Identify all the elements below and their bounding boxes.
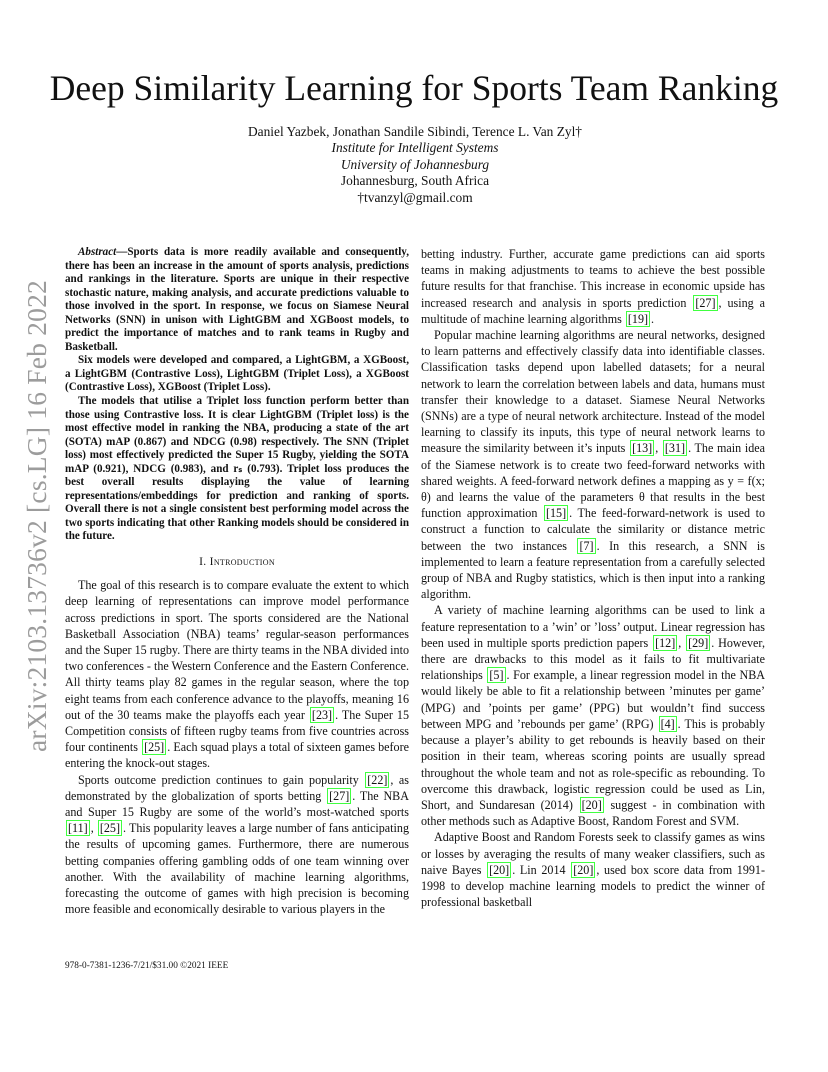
right-column bbox=[421, 246, 765, 910]
arxiv-identifier-stamp bbox=[17, 258, 57, 773]
author-block bbox=[190, 124, 640, 206]
paper-title: Deep Similarity Learning for Sports Team Ranking bbox=[49, 68, 779, 108]
section-heading-introduction bbox=[65, 554, 409, 570]
citation-link[interactable]: [27] bbox=[329, 788, 350, 803]
abstract-text-1: —Sports data is more readily available and consequently, there has been an increase in the amount of sports analysis, predictions and rankings in the literature. Sports are unique in their respective stochastic nature, making analysis, and accurate predictions valuable to those involved in the sport. In response, we focus on Siamese Neural Networks (SNN) in unison with LightGBM and XGBoost models, to predict the importance of matches and to rank teams in Rugby and Basketball. bbox=[65, 246, 409, 353]
intro-paragraph-5: A variety of machine learning algorithms can be used to link a feature representation to a ’win’ or ’loss’ output. Linear regression has been used in multiple sports prediction papers [12] , [29] . However, there are drawbacks to this model as it fails to fit multivariate relationships [5] . For example, a linear regression model in the NBA would likely be able to fit a relationship between ’minutes per game’ (MPG) and ’points per game’ (PPG) but wouldn’t find success between MPG and ’rebounds per game’ (RPG) [4] . This is probably because a player’s ability to get rebounds is heavily based on their position in their team, whereas scoring points are usually spread throughout the whole team and not as role-specific as rebounding. To overcome this drawback, logistic regression could be used as Lin, Short, and Sundaresan (2014) [20] suggest - in combination with other methods such as Adaptive Boost, Random Forest and SVM. bbox=[421, 603, 766, 829]
citation-link[interactable]: [7] bbox=[579, 538, 594, 553]
citation-link[interactable]: [23] bbox=[311, 707, 333, 722]
intro-paragraph-6: Adaptive Boost and Random Forests seek to classify games as wins or losses by averaging the results of many weaker classifiers, such as naive Bayes [20] . Lin 2014 [20] , used box score data from 1991-1998 to develop machine learning models to predict the winner of professional basketball bbox=[421, 830, 766, 910]
section-title: Introduction bbox=[209, 555, 275, 569]
intro-paragraph-2: Sports outcome prediction continues to gain popularity [22] , as demonstrated by the globalization of sports betting [27] . The NBA and Super 15 Rugby are some of the world’s most-watched sports [11] , [25] . This popularity leaves a large number of fans anticipating the results of upcoming games. Furthermore, there are numerous betting companies offering gambling odds of one team winning over another. With the availability of machine learning algorithms, forecasting the outcome of games with high precision is becoming more feasible and economically desirable to various players in the bbox=[65, 772, 410, 917]
citation-link[interactable]: [15] bbox=[545, 506, 567, 521]
citation-link[interactable]: [20] bbox=[489, 862, 510, 877]
institute-name: Institute for Intelligent Systems bbox=[331, 140, 499, 156]
author-email: †tvanzyl@gmail.com bbox=[357, 189, 473, 205]
abstract-paragraph-1 bbox=[65, 246, 409, 354]
copyright-footer: 978-0-7381-1236-7/21/$31.00 ©2021 IEEE bbox=[65, 961, 229, 971]
left-column bbox=[65, 246, 409, 918]
citation-link[interactable]: [20] bbox=[573, 862, 594, 877]
arxiv-identifier: arXiv:2103.13736v2 [cs.LG] 16 Feb 2022 bbox=[21, 279, 52, 752]
citation-link[interactable]: [29] bbox=[688, 635, 709, 650]
author-list: Daniel Yazbek, Jonathan Sandile Sibindi, Terence L. Van Zyl† bbox=[247, 124, 582, 139]
university-name: University of Johannesburg bbox=[340, 156, 490, 172]
abstract-paragraph-3: The models that utilise a Triplet loss function perform better than those using Contrastive loss. It is clear LightGBM (Triplet loss) is the most effective model in ranking the NBA, producing a state of the art (SOTA) mAP (0.867) and NDCG (0.98) respectively. The SNN (Triplet loss) most effectively predicted the Super 15 Rugby, yielding the SOTA mAP (0.921), NDCG (0.983), and rₛ (0.793). Triplet loss produces the best overall results displaying the value of learning representations/embeddings for prediction and ranking of sports. Overall there is not a single consistent best performing model across the two sports indicating that other Ranking models should be considered in the future. bbox=[65, 395, 409, 543]
citation-link[interactable]: [20] bbox=[581, 797, 602, 812]
intro-paragraph-3: betting industry. Further, accurate game predictions can aid sports teams in making adjustments to teams to achieve the best possible future results for that franchise. This increase in economic upside has increased research and analysis in sports prediction [27] , using a multitude of machine learning algorithms [19] . bbox=[421, 247, 765, 326]
citation-link[interactable]: [27] bbox=[695, 295, 716, 310]
citation-link[interactable]: [11] bbox=[68, 821, 88, 836]
abstract-paragraph-2: Six models were developed and compared, a LightGBM, a XGBoost, a LightGBM (Contrastive Loss), LightGBM (Triplet Loss), a XGBoost (Contrastive Loss), XGBoost (Triplet Loss). bbox=[65, 354, 409, 394]
abstract-label: Abstract bbox=[78, 246, 117, 258]
citation-link[interactable]: [4] bbox=[660, 716, 675, 731]
city-name: Johannesburg, South Africa bbox=[340, 173, 490, 189]
citation-link[interactable]: [25] bbox=[99, 821, 121, 836]
section-number: I. bbox=[199, 555, 210, 569]
citation-link[interactable]: [19] bbox=[627, 311, 649, 326]
citation-link[interactable]: [25] bbox=[144, 740, 165, 755]
citation-link[interactable]: [31] bbox=[664, 441, 686, 456]
intro-paragraph-4: Popular machine learning algorithms are neural networks, designed to learn patterns and effectively classify data into identifiable classes. Classification tasks depend upon labelled datasets; for a neural network to learn the correlation between labels and data, humans must transfer their knowledge to a dataset. Siamese Neural Networks (SNNs) are a type of neural network architecture. Instead of the model learning to classify its inputs, this type of neural network learns to measure the similarity between it’s inputs [13] , [31] . The main idea of the Siamese network is to create two feed-forward networks with shared weights. A feed-forward network defines a mapping as y = f(x; θ) and learns the value of the parameters θ that results in the best function approximation [15] . The feed-forward-network is used to construct a function to calculate the similarity or distance metric between the two instances [7] . In this research, a SNN is implemented to learn a feature representation from a carefully selected group of NBA and Rugby statistics, which is then input into a ranking algorithm. bbox=[421, 328, 766, 602]
citation-link[interactable]: [12] bbox=[655, 635, 676, 650]
citation-link[interactable]: [22] bbox=[367, 772, 388, 787]
citation-link[interactable]: [13] bbox=[632, 441, 653, 456]
intro-paragraph-1: The goal of this research is to compare evaluate the extent to which deep learning of representations can improve model performance across predictions in sport. The sports considered are the National Basketball Association (NBA) teams’ regular-season performances and the Super 15 rugby. There are thirty teams in the NBA divided into two conferences - the Western Conference and the Eastern Conference. All thirty teams play 82 games in the regular season, where the top eight teams from each conference advance to the playoffs, meaning 16 out of the 30 teams make the playoffs each year [23] . The Super 15 Competition consists of fifteen rugby teams from five countries across four continents [25] . Each squad plays a total of sixteen games before entering the knock-out stages. bbox=[65, 578, 410, 771]
citation-link[interactable]: [5] bbox=[489, 668, 504, 683]
